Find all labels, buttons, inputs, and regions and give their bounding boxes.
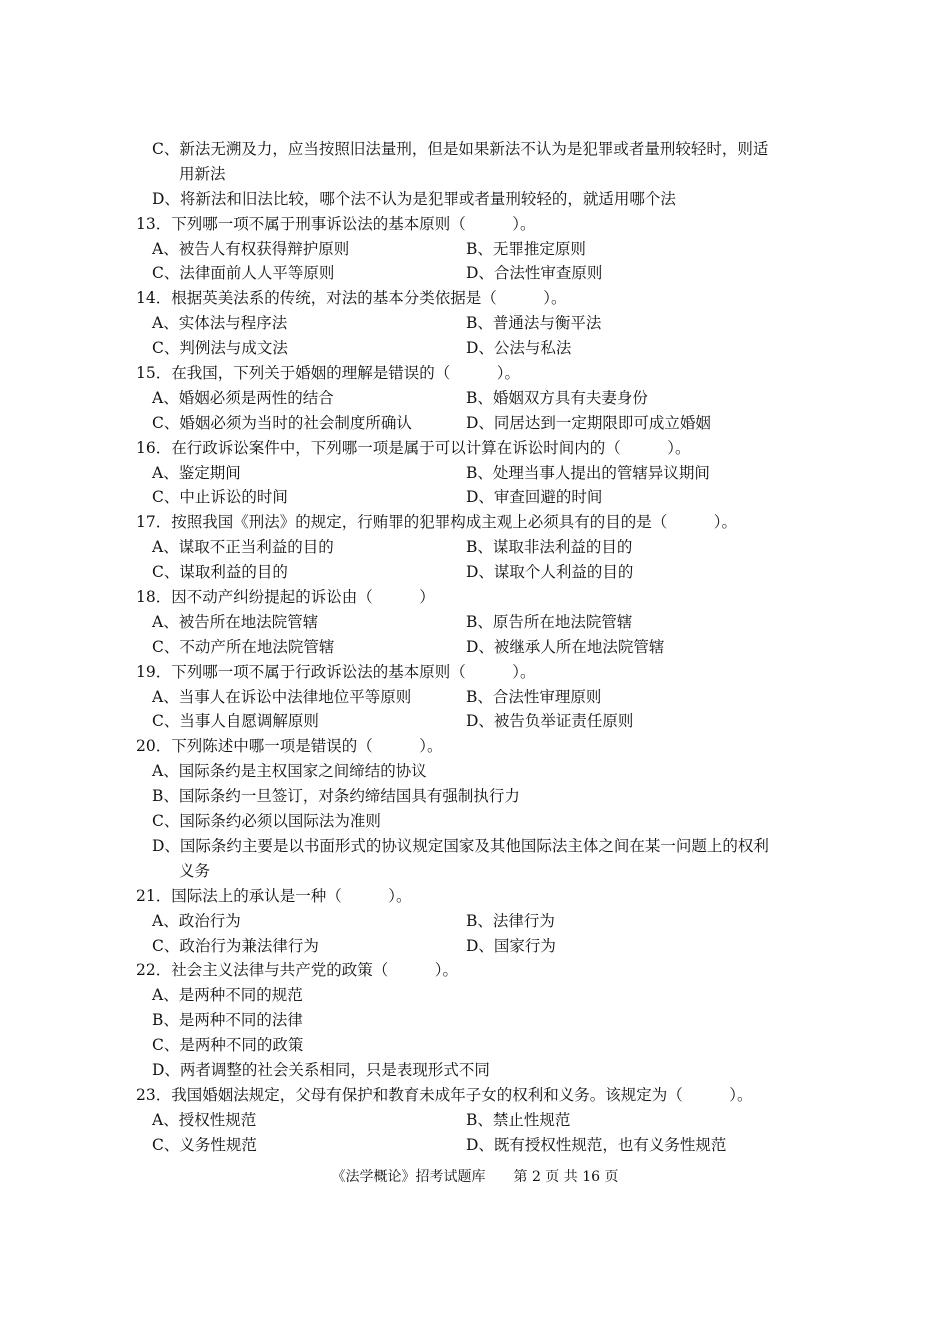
option-b: B、谋取非法利益的目的 xyxy=(466,538,633,557)
option-d: D、审查回避的时间 xyxy=(466,488,603,507)
option-row xyxy=(136,485,826,510)
question-16 xyxy=(136,436,826,511)
question-22 xyxy=(136,958,826,1082)
option-a: A、政治行为 xyxy=(152,911,241,930)
option-row xyxy=(136,261,826,286)
page-footer: 《法学概论》招考试题库 第 2 页 共 16 页 xyxy=(331,1169,619,1185)
option-c: C、当事人自愿调解原则 xyxy=(152,712,319,731)
option-c: C、婚姻必须为当时的社会制度所确认 xyxy=(152,413,412,432)
option-a: A、国际条约是主权国家之间缔结的协议 xyxy=(152,762,427,781)
option-b: B、处理当事人提出的管辖异议期间 xyxy=(466,463,710,482)
question-stem: 22．社会主义法律与共产党的政策（ ）。 xyxy=(136,961,458,980)
question-stem: 16．在行政诉讼案件中，下列哪一项是属于可以计算在诉讼时间内的（ ）。 xyxy=(136,438,691,457)
option-c-continued: C、新法无溯及力，应当按照旧法量刑，但是如果新法不认为是犯罪或者量刑较轻时，则适 xyxy=(152,140,769,158)
question-17 xyxy=(136,510,826,585)
option-row xyxy=(136,610,826,635)
question-14 xyxy=(136,286,826,361)
option-d: D、既有授权性规范，也有义务性规范 xyxy=(466,1135,727,1154)
option-row xyxy=(136,685,826,710)
option-c: C、不动产所在地法院管辖 xyxy=(152,637,335,656)
option-row xyxy=(136,237,826,262)
option-d: D、被告负举证责任原则 xyxy=(466,712,634,731)
option-c: C、国际条约必须以国际法为准则 xyxy=(152,812,381,831)
question-19 xyxy=(136,660,826,735)
option-b: B、是两种不同的法律 xyxy=(152,1011,303,1030)
option-c: C、义务性规范 xyxy=(152,1135,257,1154)
option-a: A、鉴定期间 xyxy=(152,463,241,482)
option-a: A、被告人有权获得辩护原则 xyxy=(152,239,350,258)
question-stem: 20．下列陈述中哪一项是错误的（ ）。 xyxy=(136,737,443,756)
option-row xyxy=(136,1108,826,1133)
option-a: A、是两种不同的规范 xyxy=(152,986,303,1005)
question-list xyxy=(136,137,826,1158)
question-stem: 13．下列哪一项不属于刑事诉讼法的基本原则（ ）。 xyxy=(136,214,536,233)
option-d-continued: D、将新法和旧法比较，哪个法不认为是犯罪或者量刑较轻的，就适用哪个法 xyxy=(152,189,676,208)
option-c: C、中止诉讼的时间 xyxy=(152,488,288,507)
option-b: B、国际条约一旦签订，对条约缔结国具有强制执行力 xyxy=(152,787,520,806)
option-c: C、谋取利益的目的 xyxy=(152,563,288,582)
option-b: B、无罪推定原则 xyxy=(466,239,586,258)
question-stem: 21．国际法上的承认是一种（ ）。 xyxy=(136,886,412,905)
option-a: A、实体法与程序法 xyxy=(152,314,288,333)
option-row xyxy=(136,709,826,734)
option-row xyxy=(136,535,826,560)
option-d: D、公法与私法 xyxy=(466,339,572,358)
option-a: A、被告所在地法院管辖 xyxy=(152,612,319,631)
question-20 xyxy=(136,734,826,883)
option-b: B、法律行为 xyxy=(466,911,555,930)
question-stem: 19．下列哪一项不属于行政诉讼法的基本原则（ ）。 xyxy=(136,662,536,681)
option-row xyxy=(136,461,826,486)
option-b: B、合法性审理原则 xyxy=(466,687,602,706)
option-a: A、当事人在诉讼中法律地位平等原则 xyxy=(152,687,412,706)
question-23 xyxy=(136,1083,826,1158)
option-row xyxy=(136,560,826,585)
option-b: B、原告所在地法院管辖 xyxy=(466,612,633,631)
option-d: D、国际条约主要是以书面形式的协议规定国家及其他国际法主体之间在某一问题上的权利 xyxy=(152,836,769,855)
question-stem: 17．按照我国《刑法》的规定，行贿罪的犯罪构成主观上必须具有的目的是（ ）。 xyxy=(136,513,737,532)
option-a: A、授权性规范 xyxy=(152,1110,257,1129)
option-d: D、被继承人所在地法院管辖 xyxy=(466,637,665,656)
option-a: A、谋取不正当利益的目的 xyxy=(152,538,334,557)
option-d: D、两者调整的社会关系相同，只是表现形式不同 xyxy=(152,1060,490,1079)
option-d: D、合法性审查原则 xyxy=(466,264,603,283)
option-d: D、同居达到一定期限即可成立婚姻 xyxy=(466,413,711,432)
option-row xyxy=(136,909,826,934)
option-c: C、是两种不同的政策 xyxy=(152,1036,304,1055)
option-row xyxy=(136,411,826,436)
option-b: B、普通法与衡平法 xyxy=(466,314,602,333)
question-stem: 18．因不动产纠纷提起的诉讼由（ ） xyxy=(136,588,435,607)
option-a: A、婚姻必须是两性的结合 xyxy=(152,388,334,407)
option-b: B、婚姻双方具有夫妻身份 xyxy=(466,388,648,407)
question-18 xyxy=(136,585,826,660)
option-row xyxy=(136,386,826,411)
option-row xyxy=(136,336,826,361)
question-15 xyxy=(136,361,826,436)
question-21 xyxy=(136,884,826,959)
option-c: C、政治行为兼法律行为 xyxy=(152,936,319,955)
option-row xyxy=(136,635,826,660)
question-13 xyxy=(136,212,826,287)
question-stem: 23．我国婚姻法规定，父母有保护和教育未成年子女的权利和义务。该规定为（ ）。 xyxy=(136,1085,753,1104)
option-row xyxy=(136,934,826,959)
option-d: D、谋取个人利益的目的 xyxy=(466,563,634,582)
question-stem: 15．在我国，下列关于婚姻的理解是错误的（ ）。 xyxy=(136,364,520,383)
option-b: B、禁止性规范 xyxy=(466,1110,571,1129)
option-c: C、法律面前人人平等原则 xyxy=(152,264,335,283)
question-stem: 14．根据英美法系的传统，对法的基本分类依据是（ ）。 xyxy=(136,289,567,308)
option-row xyxy=(136,311,826,336)
option-d: D、国家行为 xyxy=(466,936,556,955)
option-d-wrap: 义务 xyxy=(179,861,211,880)
option-c-continued-wrap: 用新法 xyxy=(179,164,226,183)
option-row xyxy=(136,1133,826,1158)
option-c: C、判例法与成文法 xyxy=(152,339,288,358)
